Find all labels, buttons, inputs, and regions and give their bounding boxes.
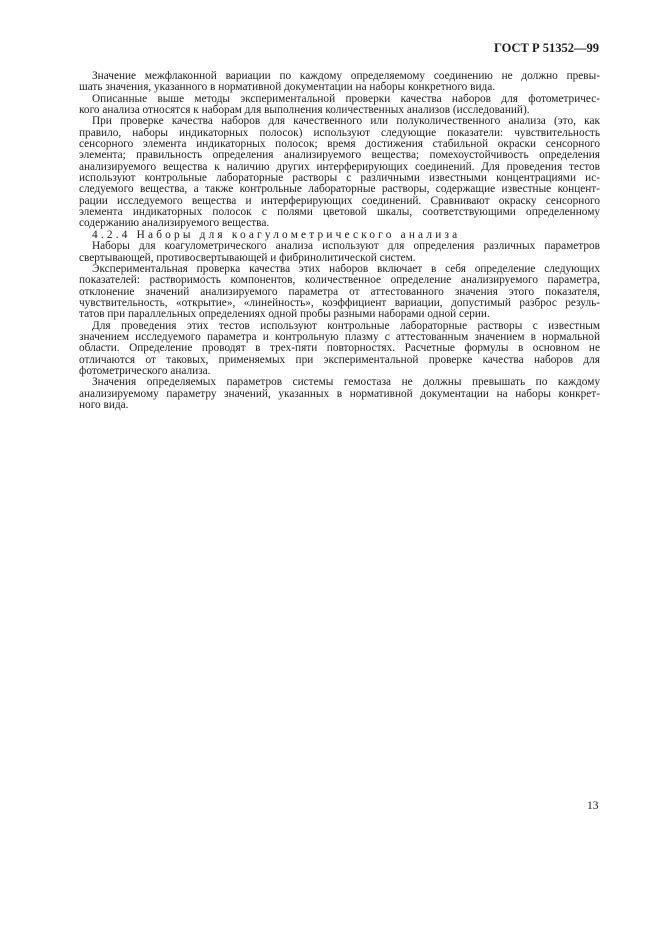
text-line: используют контрольные лабораторные растворы с различными известными концентрациями ис- [79, 172, 600, 185]
text-line: анализируемому параметру значений, указанных в нормативной документации на наборы конкрет- [79, 387, 600, 400]
paragraph [79, 116, 600, 229]
text-line: ного вида. [79, 398, 129, 411]
text-line: показателей: растворимость компонентов, количественное определение анализируемого параметра, [79, 274, 600, 287]
text-line: свертывающей, противосвертывающей и фибринолитической систем. [79, 251, 416, 264]
text-line: правило, наборы индикаторных полосок) используют следующие показатели: чувствительность [79, 126, 600, 139]
text-line: рации исследуемого вещества и интерферирующих соединений. Сравнивают окраску сенсорного [79, 194, 600, 207]
text-line: значением исследуемого параметра и контрольную плазму с аттестованным значением в нормальной [79, 330, 600, 343]
text-line: области. Определение проводят в трех-пяти повторностях. Расчетные формулы в основном не [79, 342, 600, 355]
paragraph [79, 264, 600, 321]
paragraph [79, 241, 600, 264]
text-line: отличаются от таковых, применяемых при экспериментальной проверке качества наборов для [79, 353, 600, 366]
text-line: Значения определяемых параметров системы гемостаза не должны превышать по каждому [92, 376, 600, 389]
text-line: анализируемого вещества к наличию других интерферирующих соединений. Для проведения тестов [79, 160, 600, 173]
paragraph [79, 321, 600, 378]
text-line: Значение межфлаконной вариации по каждому определяемому соединению не должно превы- [92, 70, 600, 82]
page-number: 13 [587, 800, 599, 812]
paragraph [79, 71, 600, 94]
text-line: При проверке качества наборов для качественного или полуколичественного анализа (это, как [92, 115, 600, 128]
text-line: Наборы для коагулометрического анализа используют для определения различных параметров [92, 240, 600, 253]
text-line: элемента; правильность определения анализируемого вещества; помехоустойчивость определения [79, 149, 600, 162]
text-line: элемента индикаторных полосок с полями цветовой шкалы, соответствующими определенному [79, 206, 600, 219]
section-heading-text: 4.2.4 Наборы для коагулометрического анализа [92, 228, 461, 241]
text-line: Для проведения этих тестов используют контрольные лабораторные растворы с известным [92, 319, 600, 332]
text-line: кого анализа относятся к наборам для выполнения количественных анализов (исследований). [79, 104, 530, 117]
text-line: сенсорного элемента индикаторных полосок; время достижения стабильной окраски сенсорного [79, 138, 600, 151]
text-line: фотометрического анализа. [79, 364, 211, 377]
document-body [79, 71, 600, 411]
text-line: шать значения, указанного в нормативной документации на наборы конкретного вида. [79, 81, 496, 94]
document-code-header: ГОСТ Р 51352—99 [493, 41, 599, 55]
text-line: следуемого вещества, а также контрольные лабораторные растворы, содержащие известные концент- [79, 183, 600, 196]
text-line: содержанию анализируемого вещества. [79, 217, 270, 230]
text-line: чувствительность, «открытие», «линейность», коэффициент вариации, допустимый разброс резуль- [79, 296, 600, 309]
text-line: Экспериментальная проверка качества этих наборов включает в себя определение следующих [92, 262, 600, 275]
paragraph [79, 94, 600, 117]
text-line: Описанные выше методы экспериментальной проверки качества наборов для фотометричес- [92, 92, 600, 105]
text-line: татов при параллельных определениях одной пробы разными наборами одной серии. [79, 308, 490, 321]
text-line: отклонение значений анализируемого параметра от аттестованного значения этого показателя, [79, 285, 600, 298]
paragraph [79, 377, 600, 411]
